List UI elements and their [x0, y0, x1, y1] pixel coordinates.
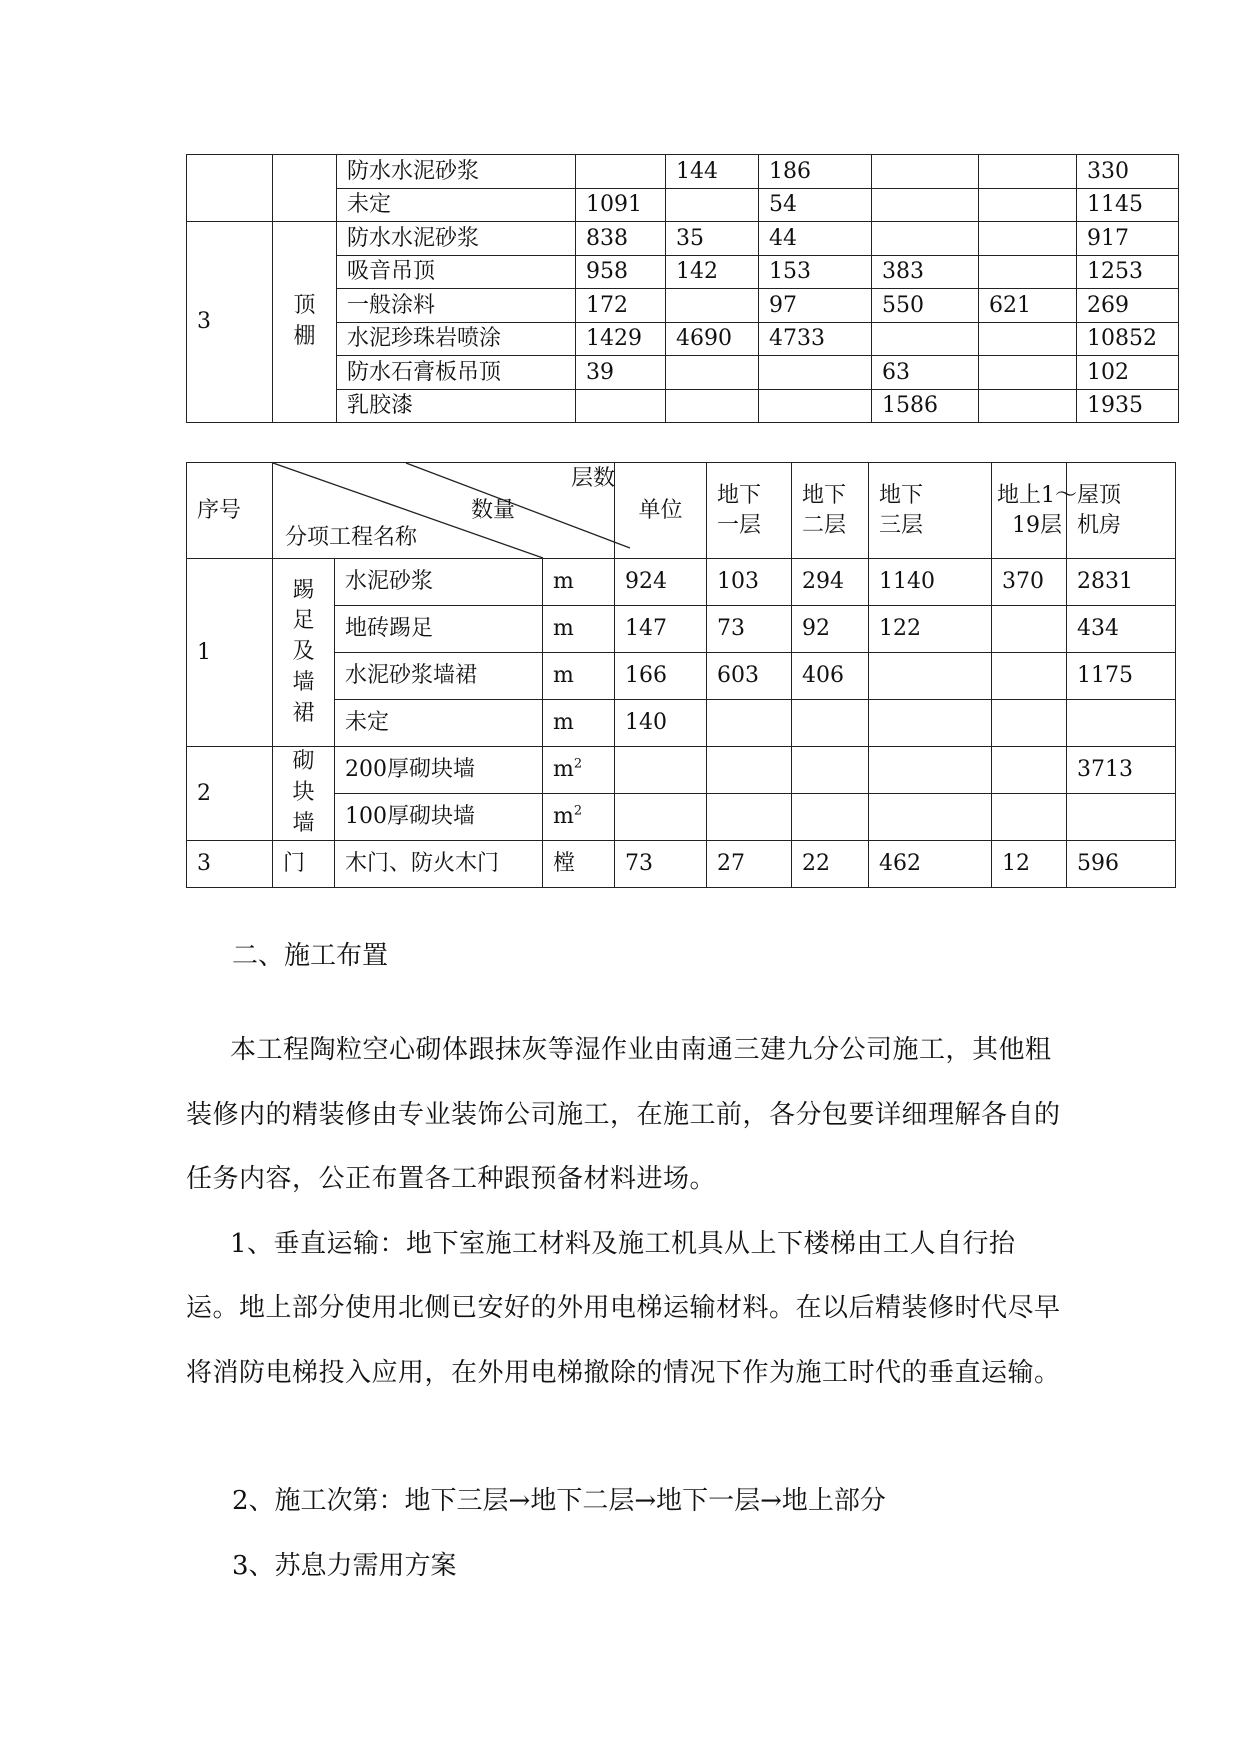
value-cell — [992, 606, 1067, 653]
item-cell: 水泥珍珠岩喷涂 — [337, 322, 576, 356]
value-cell: 142 — [666, 255, 759, 289]
value-cell: 63 — [872, 356, 979, 390]
value-cell: 54 — [759, 188, 872, 222]
value-cell: 1091 — [576, 188, 666, 222]
value-cell: 4733 — [759, 322, 872, 356]
section-heading: 二、施工布置 — [232, 941, 389, 971]
value-cell: 22 — [792, 841, 869, 888]
value-cell: 603 — [707, 653, 792, 700]
value-cell — [872, 188, 979, 222]
category-cell — [273, 222, 337, 423]
value-cell: 1586 — [872, 389, 979, 423]
table-row — [187, 559, 1176, 606]
value-cell — [792, 794, 869, 841]
item-cell: 200厚砌块墙 — [335, 747, 543, 794]
header-b2-label: 地下二层 — [802, 482, 847, 538]
seq-cell: 1 — [187, 559, 273, 747]
item-cell: 未定 — [335, 700, 543, 747]
header-above-ground — [992, 463, 1078, 559]
item-cell: 乳胶漆 — [337, 389, 576, 423]
value-cell: 838 — [576, 222, 666, 256]
value-cell: 4690 — [666, 322, 759, 356]
value-cell: 924 — [615, 559, 707, 606]
header-above-label: 地上1～19层 — [997, 482, 1078, 538]
value-cell: 1140 — [869, 559, 992, 606]
unit-text: m — [553, 804, 574, 830]
value-cell — [979, 356, 1077, 390]
value-cell — [869, 747, 992, 794]
value-cell — [707, 794, 792, 841]
unit-cell: m — [543, 559, 615, 606]
total-cell: 2831 — [1067, 559, 1176, 606]
header-floors-label: 层数 — [571, 466, 616, 491]
value-cell — [872, 222, 979, 256]
value-cell — [615, 747, 707, 794]
value-cell: 172 — [576, 289, 666, 323]
value-cell — [759, 389, 872, 423]
total-cell: 596 — [1067, 841, 1176, 888]
seq-cell: 3 — [187, 841, 273, 888]
unit-cell: m — [543, 700, 615, 747]
value-cell — [792, 700, 869, 747]
value-cell: 462 — [869, 841, 992, 888]
item-cell: 100厚砌块墙 — [335, 794, 543, 841]
table-header-row — [187, 463, 1176, 559]
value-cell — [759, 356, 872, 390]
value-cell — [992, 747, 1067, 794]
header-roof-label: 屋顶机房 — [1077, 482, 1122, 538]
header-item-name-label: 分项工程名称 — [285, 525, 418, 550]
item-cell: 一般涂料 — [337, 289, 576, 323]
unit-superscript: 2 — [573, 756, 583, 772]
value-cell — [979, 255, 1077, 289]
value-cell: 147 — [615, 606, 707, 653]
category-label: 砌块墙 — [292, 749, 315, 836]
value-cell — [992, 700, 1067, 747]
total-cell: 330 — [1077, 155, 1179, 189]
table-row — [187, 222, 1179, 256]
value-cell — [979, 155, 1077, 189]
category-label: 踢足及墙裙 — [292, 577, 315, 726]
total-cell: 3713 — [1067, 747, 1176, 794]
item-cell: 防水水泥砂浆 — [337, 222, 576, 256]
total-cell — [1067, 794, 1176, 841]
labor-plan-heading: 3、苏息力需用方案 — [232, 1551, 457, 1581]
header-roof — [1067, 463, 1176, 559]
value-cell: 1429 — [576, 322, 666, 356]
value-cell — [576, 389, 666, 423]
header-b3-label: 地下三层 — [879, 482, 924, 538]
value-cell — [979, 389, 1077, 423]
value-cell: 73 — [615, 841, 707, 888]
table-row — [187, 841, 1176, 888]
total-cell — [1067, 700, 1176, 747]
value-cell — [666, 389, 759, 423]
total-cell: 434 — [1067, 606, 1176, 653]
construction-sequence: 2、施工次第：地下三层→地下二层→地下一层→地上部分 — [232, 1486, 886, 1516]
value-cell — [615, 794, 707, 841]
value-cell — [872, 155, 979, 189]
item-cell: 防水石膏板吊顶 — [337, 356, 576, 390]
value-cell — [872, 322, 979, 356]
total-cell: 917 — [1077, 222, 1179, 256]
value-cell: 73 — [707, 606, 792, 653]
value-cell: 370 — [992, 559, 1067, 606]
value-cell: 103 — [707, 559, 792, 606]
unit-cell: m — [543, 606, 615, 653]
category-cell — [273, 559, 335, 747]
header-b3 — [869, 463, 992, 559]
paragraph-vertical-transport: 1、垂直运输：地下室施工材料及施工机具从上下楼梯由工人自行抬运。地上部分使用北侧已安好的外用电梯运输材料。在以后精装修时代尽早将消防电梯投入应用，在外用电梯撤除的情况下作为施工时代的垂直运输。 — [186, 1228, 1061, 1388]
total-cell: 1145 — [1077, 188, 1179, 222]
total-cell: 1253 — [1077, 255, 1179, 289]
value-cell — [869, 653, 992, 700]
value-cell: 621 — [979, 289, 1077, 323]
table-row — [187, 700, 1176, 747]
value-cell — [869, 700, 992, 747]
total-cell: 102 — [1077, 356, 1179, 390]
header-diagonal-cell — [273, 463, 615, 559]
value-cell — [707, 700, 792, 747]
value-cell: 166 — [615, 653, 707, 700]
unit-cell — [543, 747, 615, 794]
header-seq: 序号 — [187, 463, 273, 559]
table-row — [187, 747, 1176, 794]
header-unit: 单位 — [615, 463, 707, 559]
item-cell: 地砖踢足 — [335, 606, 543, 653]
total-cell: 10852 — [1077, 322, 1179, 356]
value-cell: 122 — [869, 606, 992, 653]
value-cell — [792, 747, 869, 794]
unit-superscript: 2 — [573, 803, 583, 819]
materials-table-top — [186, 154, 1179, 423]
value-cell: 44 — [759, 222, 872, 256]
value-cell — [576, 155, 666, 189]
seq-cell: 3 — [187, 222, 273, 423]
value-cell — [666, 289, 759, 323]
table-row — [187, 155, 1179, 189]
header-b1 — [707, 463, 792, 559]
paragraph-intro: 本工程陶粒空心砌体跟抹灰等湿作业由南通三建九分公司施工，其他粗装修内的精装修由专业装饰公司施工，在施工前，各分包要详细理解各自的任务内容，公正布置各工种跟预备材料进场。 — [186, 1035, 1061, 1194]
item-cell: 水泥砂浆 — [335, 559, 543, 606]
item-cell: 水泥砂浆墙裙 — [335, 653, 543, 700]
value-cell: 294 — [792, 559, 869, 606]
value-cell: 39 — [576, 356, 666, 390]
table-row — [187, 653, 1176, 700]
value-cell: 383 — [872, 255, 979, 289]
value-cell: 35 — [666, 222, 759, 256]
header-quantity-label: 数量 — [471, 498, 516, 523]
unit-text: m — [553, 757, 574, 783]
seq-cell: 2 — [187, 747, 273, 841]
table-row — [187, 606, 1176, 653]
table-row — [187, 794, 1176, 841]
value-cell: 186 — [759, 155, 872, 189]
value-cell: 550 — [872, 289, 979, 323]
item-cell: 未定 — [337, 188, 576, 222]
item-cell: 防水水泥砂浆 — [337, 155, 576, 189]
value-cell — [992, 653, 1067, 700]
value-cell: 958 — [576, 255, 666, 289]
value-cell — [707, 747, 792, 794]
value-cell — [979, 188, 1077, 222]
value-cell: 144 — [666, 155, 759, 189]
header-b2 — [792, 463, 869, 559]
value-cell — [979, 222, 1077, 256]
value-cell: 92 — [792, 606, 869, 653]
value-cell: 12 — [992, 841, 1067, 888]
value-cell — [979, 322, 1077, 356]
section-body — [186, 1018, 1066, 1405]
value-cell — [869, 794, 992, 841]
item-cell: 吸音吊顶 — [337, 255, 576, 289]
category-label: 顶棚 — [293, 293, 316, 349]
total-cell: 1175 — [1067, 653, 1176, 700]
category-cell: 门 — [273, 841, 335, 888]
value-cell — [666, 356, 759, 390]
value-cell — [666, 188, 759, 222]
value-cell: 153 — [759, 255, 872, 289]
unit-cell — [543, 794, 615, 841]
seq-cell — [187, 155, 273, 222]
item-cell: 木门、防火木门 — [335, 841, 543, 888]
category-cell — [273, 155, 337, 222]
value-cell: 406 — [792, 653, 869, 700]
quantities-table — [186, 462, 1176, 888]
value-cell: 97 — [759, 289, 872, 323]
unit-cell: 樘 — [543, 841, 615, 888]
category-cell — [273, 747, 335, 841]
total-cell: 269 — [1077, 289, 1179, 323]
total-cell: 1935 — [1077, 389, 1179, 423]
value-cell — [992, 794, 1067, 841]
header-b1-label: 地下一层 — [717, 482, 762, 538]
value-cell: 140 — [615, 700, 707, 747]
unit-cell: m — [543, 653, 615, 700]
value-cell: 27 — [707, 841, 792, 888]
